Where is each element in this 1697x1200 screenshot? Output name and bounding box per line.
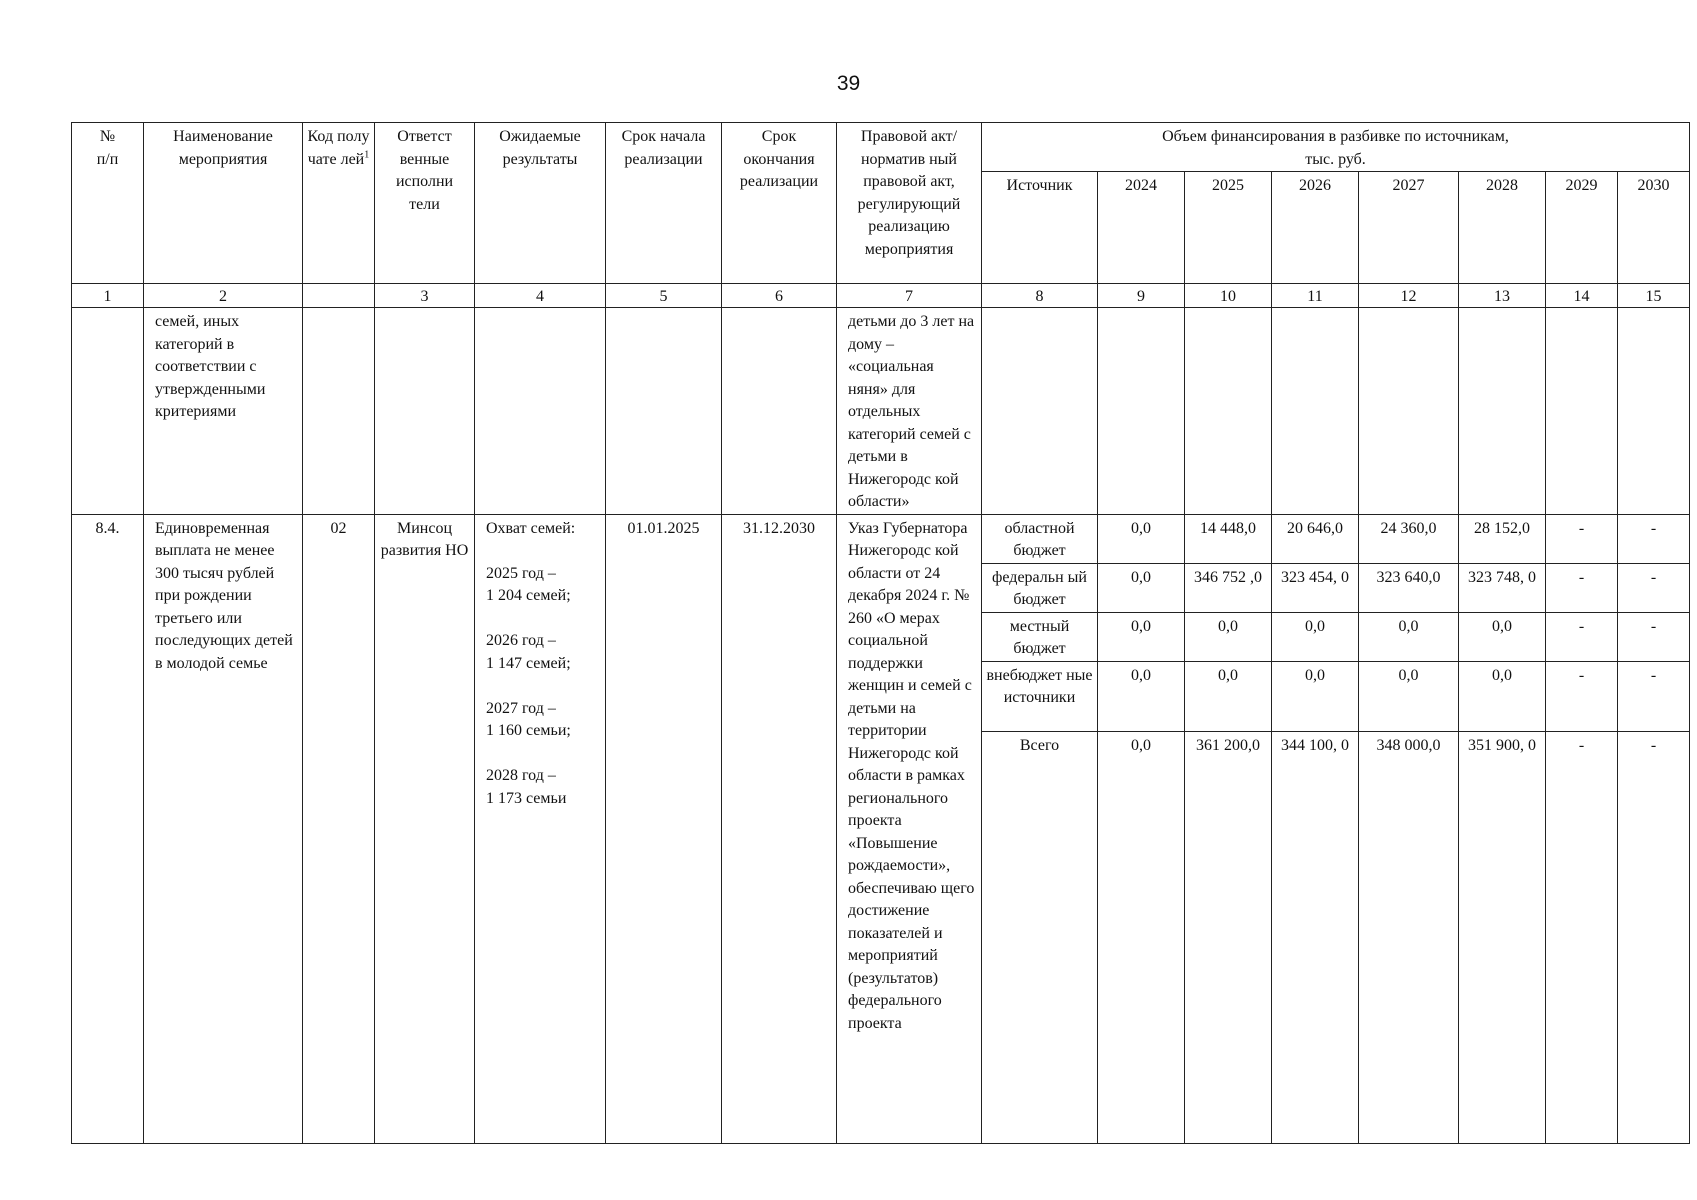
header-source: Источник [982,172,1098,284]
item-legal-act: Указ Губернатора Нижегородс кой области от 24 декабря 2024 г. № 260 «О мерах социальной поддержки женщин и семей с детьми на территории Нижегородс кой области в рамках регионального проекта «Повышение рождаемости», обеспечиваю щего достижение показателей и мероприятий (результатов) федерального проекта [837,514,982,1143]
header-end: Срок окончания реализации [722,123,837,284]
item-name: Единовременная выплата не менее 300 тысяч рублей при рождении третьего или последующих детей в молодой семье [144,514,303,1143]
funding-value: - [1546,563,1618,612]
funding-value: 351 900, 0 [1459,731,1546,1143]
funding-value: 323 748, 0 [1459,563,1546,612]
cell-empty [606,308,722,515]
item-end-date: 31.12.2030 [722,514,837,1143]
header-code-label: Код полу чате лей [307,128,370,168]
funding-value: 348 000,0 [1359,731,1459,1143]
funding-value: 0,0 [1185,612,1272,661]
funding-source: внебюджет ные источники [982,661,1098,731]
funding-value: 0,0 [1459,612,1546,661]
cell-empty [1618,308,1690,515]
cell-empty [72,308,144,515]
column-number [303,284,375,308]
funding-value: 361 200,0 [1185,731,1272,1143]
header-start: Срок начала реализации [606,123,722,284]
funding-table [71,122,1690,1144]
funding-value: 323 640,0 [1359,563,1459,612]
header-year: 2026 [1272,172,1359,284]
funding-value: 0,0 [1272,612,1359,661]
funding-value: - [1618,661,1690,731]
header-legal-act: Правовой акт/норматив ный правовой акт, регулирующий реализацию мероприятия [837,123,982,284]
cell-empty [1459,308,1546,515]
funding-value: - [1618,514,1690,563]
cell-empty [475,308,606,515]
item-start-date: 01.01.2025 [606,514,722,1143]
header-name: Наименование мероприятия [144,123,303,284]
table-header-row [72,123,1690,172]
item-responsible: Минсоц развития НО [375,514,475,1143]
column-number: 2 [144,284,303,308]
column-number: 15 [1618,284,1690,308]
funding-value: 344 100, 0 [1272,731,1359,1143]
header-results: Ожидаемые результаты [475,123,606,284]
column-number: 14 [1546,284,1618,308]
cell-empty [1359,308,1459,515]
funding-value: 20 646,0 [1272,514,1359,563]
funding-source: областной бюджет [982,514,1098,563]
funding-value: 0,0 [1359,612,1459,661]
header-code [303,123,375,284]
column-number: 7 [837,284,982,308]
continuation-legal-act: детьми до 3 лет на дому – «социальная няня» для отдельных категорий семей с детьми в Нижегородс кой области» [837,308,982,515]
funding-value: - [1546,731,1618,1143]
funding-source: федеральн ый бюджет [982,563,1098,612]
column-number: 1 [72,284,144,308]
funding-source: Всего [982,731,1098,1143]
header-num: № п/п [72,123,144,284]
column-number: 12 [1359,284,1459,308]
column-number: 9 [1098,284,1185,308]
cell-empty [1272,308,1359,515]
funding-value: - [1546,661,1618,731]
header-responsible: Ответст венные исполни тели [375,123,475,284]
header-year: 2028 [1459,172,1546,284]
item-results: Охват семей: 2025 год – 1 204 семей; 2026 год – 1 147 семей; 2027 год – 1 160 семьи; 2028 год – 1 173 семьи [475,514,606,1143]
column-number: 3 [375,284,475,308]
column-number: 5 [606,284,722,308]
funding-value: 0,0 [1359,661,1459,731]
cell-empty [375,308,475,515]
cell-empty [1185,308,1272,515]
item-number: 8.4. [72,514,144,1143]
header-year: 2024 [1098,172,1185,284]
header-funding: Объем финансирования в разбивке по источникам, тыс. руб. [982,123,1690,172]
funding-value: 0,0 [1098,731,1185,1143]
column-number: 4 [475,284,606,308]
funding-value: 24 360,0 [1359,514,1459,563]
funding-source: местный бюджет [982,612,1098,661]
funding-value: - [1618,563,1690,612]
funding-value: 323 454, 0 [1272,563,1359,612]
column-number: 8 [982,284,1098,308]
funding-value: - [1546,612,1618,661]
header-year: 2027 [1359,172,1459,284]
funding-value: 0,0 [1098,563,1185,612]
funding-value: 28 152,0 [1459,514,1546,563]
column-number: 10 [1185,284,1272,308]
column-number: 11 [1272,284,1359,308]
column-number-row [72,284,1690,308]
cell-empty [1546,308,1618,515]
cell-empty [303,308,375,515]
item-code: 02 [303,514,375,1143]
header-year: 2030 [1618,172,1690,284]
column-number: 6 [722,284,837,308]
column-number: 13 [1459,284,1546,308]
funding-value: - [1618,731,1690,1143]
header-year: 2029 [1546,172,1618,284]
funding-value: - [1618,612,1690,661]
header-code-footnote: 1 [364,149,370,161]
funding-value: 0,0 [1185,661,1272,731]
page-number: 39 [836,72,861,95]
funding-value: 0,0 [1459,661,1546,731]
funding-value: 346 752 ,0 [1185,563,1272,612]
funding-value: 14 448,0 [1185,514,1272,563]
cell-empty [1098,308,1185,515]
cell-empty [982,308,1098,515]
table-row [72,514,1690,563]
funding-value: 0,0 [1272,661,1359,731]
cell-empty [722,308,837,515]
funding-value: 0,0 [1098,661,1185,731]
continuation-row [72,308,1690,515]
funding-value: 0,0 [1098,612,1185,661]
funding-value: - [1546,514,1618,563]
funding-value: 0,0 [1098,514,1185,563]
header-year: 2025 [1185,172,1272,284]
continuation-name: семей, иных категорий в соответствии с утвержденными критериями [144,308,303,515]
